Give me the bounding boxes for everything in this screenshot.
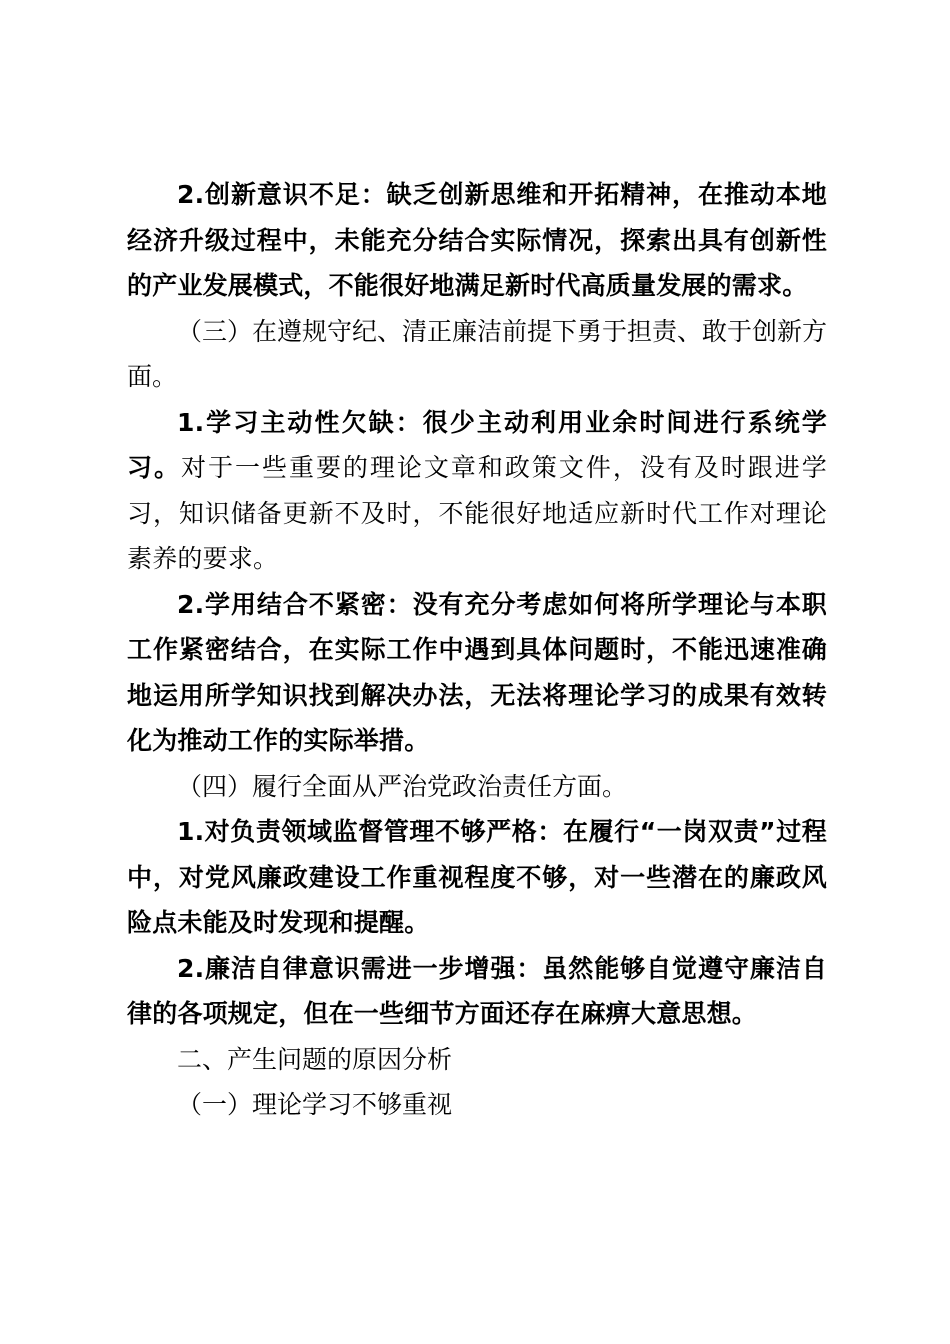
section-heading-four: （四）履行全面从严治党政治责任方面。 <box>177 771 628 801</box>
paragraph-body-text: 对于一些重要的理论文章和政策文件，没有及时跟进学习，知识储备更新不及时，不能很好地适应新时代工作对理论素养的要求。 <box>127 453 827 573</box>
paragraph-supervision: 1.对负责领域监督管理不够严格：在履行“一岗双责”过程中，对党风廉政建设工作重视程度不够，对一些潜在的廉政风险点未能及时发现和提醒。 <box>127 817 827 937</box>
document-body <box>127 172 827 1128</box>
section-heading-three: （三）在遵规守纪、清正廉洁前提下勇于担责、敢于创新方面。 <box>127 316 828 391</box>
paragraph-lead-bold: 1.学习主动性欠缺：很少主动利用业余时间进行系统学习。 <box>127 407 827 482</box>
subsection-heading-theory-study: （一）理论学习不够重视 <box>177 1090 453 1119</box>
paragraph-self-discipline: 2.廉洁自律意识需进一步增强：虽然能够自觉遵守廉洁自律的各项规定，但在一些细节方面还存在麻痹大意思想。 <box>127 953 827 1028</box>
paragraph-study-application: 2.学用结合不紧密：没有充分考虑如何将所学理论与本职工作紧密结合，在实际工作中遇到具体问题时，不能迅速准确地运用所学知识找到解决办法，无法将理论学习的成果有效转化为推动工作的实际举措。 <box>127 589 827 755</box>
paragraph-learning-initiative <box>127 400 827 582</box>
paragraph-innovation-awareness: 2.创新意识不足：缺乏创新思维和开拓精神，在推动本地经济升级过程中，未能充分结合实际情况，探索出具有创新性的产业发展模式，不能很好地满足新时代高质量发展的需求。 <box>127 180 827 300</box>
section-heading-cause-analysis: 二、产生问题的原因分析 <box>177 1044 453 1074</box>
